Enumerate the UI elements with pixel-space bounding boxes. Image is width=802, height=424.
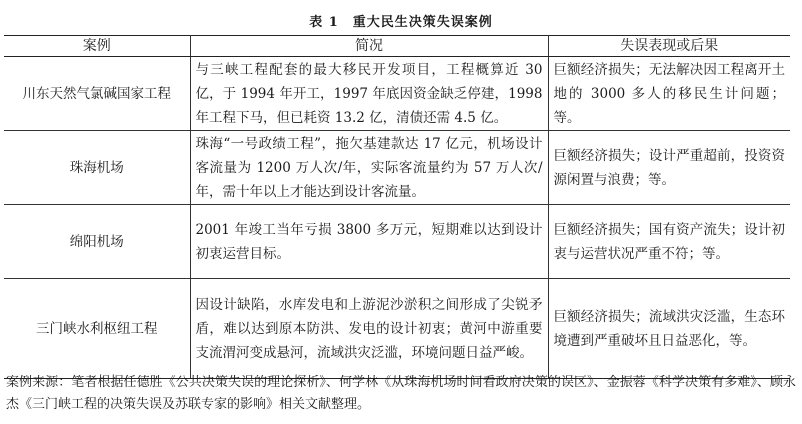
policy-failure-table [4,35,790,379]
case-name-cell: 三门峡水利枢纽工程 [4,279,190,379]
table-row [4,205,790,279]
case-brief-cell: 因设计缺陷，水库发电和上游泥沙淤积之间形成了尖锐矛盾，难以达到原本防洪、发电的设计初衷；黄河中游重要支流渭河变成悬河，流域洪灾泛滥，环境问题日益严峻。 [190,279,548,379]
case-result-cell: 巨额经济损失；国有资产流失；设计初衷与运营状况严重不符；等。 [548,205,790,279]
case-result-cell: 巨额经济损失；设计严重超前，投资资源闲置与浪费；等。 [548,131,790,205]
case-name-cell: 绵阳机场 [4,205,190,279]
case-result-cell: 巨额经济损失；无法解决因工程离开土地的 3000 多人的移民生计问题；等。 [548,57,790,131]
case-name-cell: 珠海机场 [4,131,190,205]
table-caption [0,11,802,30]
table-row [4,57,790,131]
case-brief-cell: 2001 年竣工当年亏损 3800 多万元，短期难以达到设计初衷运营目标。 [190,205,548,279]
case-name-cell: 川东天然气氯碱国家工程 [4,57,190,131]
column-header-case: 案例 [4,36,190,57]
case-result-cell: 巨额经济损失；流域洪灾泛滥，生态环境遭到严重破坏且日益恶化，等。 [548,279,790,379]
table-row [4,279,790,379]
column-header-brief: 简况 [190,36,548,57]
table-caption-label: 表 1 [309,15,339,30]
column-header-result: 失误表现或后果 [548,36,790,57]
case-brief-cell: 与三峡工程配套的最大移民开发项目，工程概算近 30 亿，于 1994 年开工，1997 年底因资金缺乏停建，1998 年工程下马，但已耗资 13.2 亿，清债还需 4.5 亿。 [190,57,548,131]
table-row [4,131,790,205]
table-caption-title: 重大民生决策失误案例 [352,15,493,30]
table-header-row [4,36,790,57]
case-brief-cell: 珠海“一号政绩工程”，拖欠基建款达 17 亿元，机场设计客流量为 1200 万人次/年，实际客流量约为 57 万人次/年，需十年以上才能达到设计客流量。 [190,131,548,205]
source-note: 案例来源：笔者根据任德胜《公共决策失误的理论探析》、何学林《从珠海机场时间看政府决策的误区》、金振蓉《科学决策有多难》、顾永杰《三门峡工程的决策失误及苏联专家的影响》相关文献整理。 [6,375,796,412]
